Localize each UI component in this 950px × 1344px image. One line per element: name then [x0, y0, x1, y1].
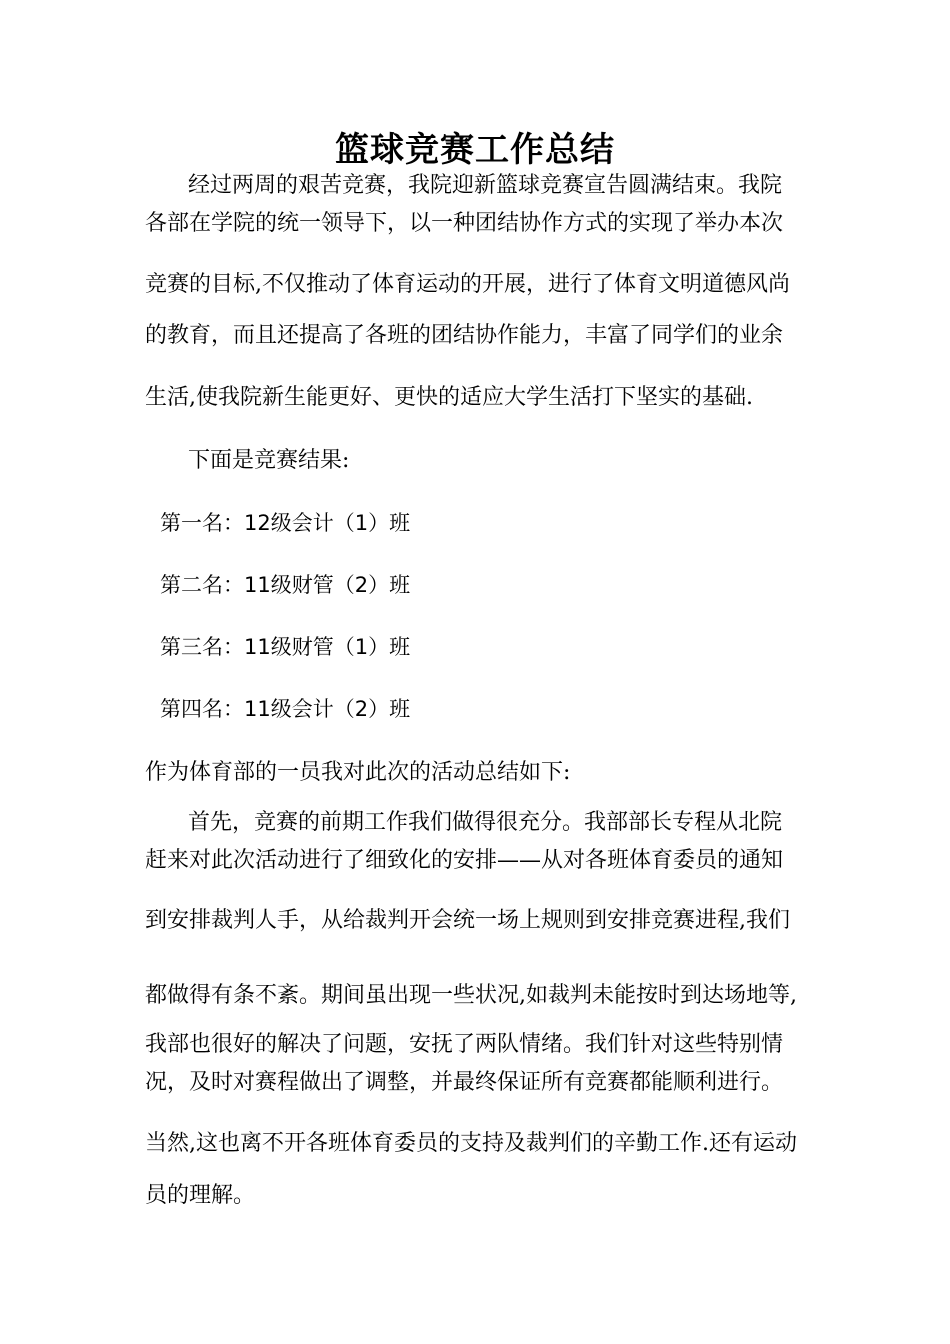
paragraph-line: 我部也很好的解决了问题，安抚了两队情绪。我们针对这些特别情 [145, 1032, 784, 1057]
paragraph-line: 况，及时对赛程做出了调整，并最终保证所有竞赛都能顺利进行。 [145, 1070, 784, 1095]
document-title: 篮球竞赛工作总结 [335, 130, 615, 170]
result-item: 第三名：11级财管（1）班 [160, 635, 411, 659]
paragraph-line: 生活,使我院新生能更好、更快的适应大学生活打下坚实的基础. [145, 385, 753, 410]
paragraph-line: 都做得有条不紊。期间虽出现一些状况,如裁判未能按时到达场地等, [145, 983, 797, 1008]
paragraph-line: 员的理解。 [145, 1183, 256, 1208]
result-item: 第二名：11级财管（2）班 [160, 573, 411, 597]
result-item: 第四名：11级会计（2）班 [160, 697, 411, 721]
paragraph-line: 经过两周的艰苦竞赛，我院迎新篮球竞赛宣告圆满结束。我院 [188, 173, 783, 198]
paragraph-line: 首先，竞赛的前期工作我们做得很充分。我部部长专程从北院 [188, 810, 783, 835]
paragraph-line: 的教育，而且还提高了各班的团结协作能力，丰富了同学们的业余 [145, 323, 784, 348]
paragraph-line: 到安排裁判人手，从给裁判开会统一场上规则到安排竞赛进程,我们 [145, 908, 790, 933]
paragraph-line: 当然,这也离不开各班体育委员的支持及裁判们的辛勤工作.还有运动 [145, 1131, 797, 1156]
paragraph-line: 各部在学院的统一领导下，以一种团结协作方式的实现了举办本次 [145, 211, 784, 236]
summary-intro: 作为体育部的一员我对此次的活动总结如下: [145, 760, 571, 785]
paragraph-line: 赶来对此次活动进行了细致化的安排——从对各班体育委员的通知 [145, 848, 784, 873]
result-item: 第一名：12级会计（1）班 [160, 511, 411, 535]
paragraph-line: 竞赛的目标,不仅推动了体育运动的开展，进行了体育文明道德风尚 [145, 272, 790, 297]
results-intro: 下面是竞赛结果: [188, 448, 350, 473]
